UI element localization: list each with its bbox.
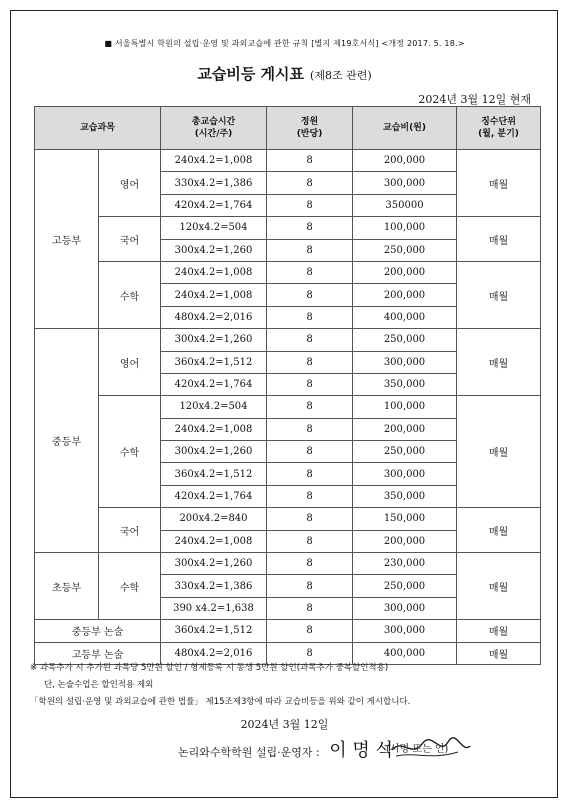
document-title xyxy=(0,63,569,84)
unit-cell: 매월 xyxy=(457,261,541,328)
group-label: 고등부 xyxy=(35,150,99,329)
capacity-cell: 8 xyxy=(267,597,353,619)
header-fee: 교습비(원) xyxy=(353,107,457,150)
subject-label: 국어 xyxy=(99,508,161,553)
capacity-cell: 8 xyxy=(267,172,353,194)
unit-cell: 매월 xyxy=(457,396,541,508)
header-unit xyxy=(457,107,541,150)
group-label: 초등부 xyxy=(35,553,99,620)
fee-cell: 300,000 xyxy=(353,351,457,373)
hours-cell: 330x4.2=1,386 xyxy=(161,172,267,194)
fee-cell: 400,000 xyxy=(353,306,457,328)
fee-cell: 200,000 xyxy=(353,530,457,552)
unit-cell: 매월 xyxy=(457,642,541,664)
fee-cell: 250,000 xyxy=(353,329,457,351)
capacity-cell: 8 xyxy=(267,553,353,575)
fee-cell: 300,000 xyxy=(353,172,457,194)
table-row xyxy=(35,329,541,351)
capacity-cell: 8 xyxy=(267,418,353,440)
subject-label: 수학 xyxy=(99,261,161,328)
hours-cell: 390 x4.2=1,638 xyxy=(161,597,267,619)
header-course: 교습과목 xyxy=(35,107,161,150)
note-discount: ※ 과목추가 시 추가된 과목당 5만원 할인 / 형제등록 시 동생 5만원 할인(과목추가 중복할인적용) xyxy=(30,663,389,673)
fee-cell: 100,000 xyxy=(353,396,457,418)
notes-block xyxy=(30,660,545,711)
fee-cell: 200,000 xyxy=(353,418,457,440)
header-capacity-line1: 정원 xyxy=(300,117,319,127)
capacity-cell: 8 xyxy=(267,508,353,530)
hours-cell: 200x4.2=840 xyxy=(161,508,267,530)
hours-cell: 360x4.2=1,512 xyxy=(161,620,267,642)
hours-cell: 360x4.2=1,512 xyxy=(161,351,267,373)
table-row xyxy=(35,150,541,172)
unit-cell: 매월 xyxy=(457,620,541,642)
handwritten-signature xyxy=(362,730,492,766)
fee-cell: 300,000 xyxy=(353,620,457,642)
fee-cell: 250,000 xyxy=(353,441,457,463)
table-row xyxy=(35,620,541,642)
capacity-cell: 8 xyxy=(267,373,353,395)
table-header-row xyxy=(35,107,541,150)
fee-cell: 100,000 xyxy=(353,217,457,239)
capacity-cell: 8 xyxy=(267,306,353,328)
capacity-cell: 8 xyxy=(267,239,353,261)
hours-cell: 420x4.2=1,764 xyxy=(161,485,267,507)
hours-cell: 300x4.2=1,260 xyxy=(161,239,267,261)
subject-label: 국어 xyxy=(99,217,161,262)
hours-cell: 240x4.2=1,008 xyxy=(161,418,267,440)
table-row xyxy=(35,261,541,283)
capacity-cell: 8 xyxy=(267,217,353,239)
capacity-cell: 8 xyxy=(267,463,353,485)
unit-cell: 매월 xyxy=(457,553,541,620)
signature-placeholder-text: (서명 또는 인) xyxy=(386,744,449,755)
capacity-cell: 8 xyxy=(267,284,353,306)
fee-cell: 250,000 xyxy=(353,575,457,597)
capacity-cell: 8 xyxy=(267,329,353,351)
header-hours-line2: (시간/주) xyxy=(194,129,233,139)
header-unit-line2: (월, 분기) xyxy=(478,129,519,139)
unit-cell: 매월 xyxy=(457,329,541,396)
fee-cell: 200,000 xyxy=(353,261,457,283)
current-date: 2024년 3월 12일 현재 xyxy=(418,93,531,106)
table-row xyxy=(35,396,541,418)
capacity-cell: 8 xyxy=(267,396,353,418)
table-row xyxy=(35,553,541,575)
capacity-cell: 8 xyxy=(267,485,353,507)
table-row xyxy=(35,508,541,530)
fee-cell: 200,000 xyxy=(353,284,457,306)
fee-cell: 230,000 xyxy=(353,553,457,575)
header-unit-line1: 징수단위 xyxy=(481,117,516,127)
signer-line xyxy=(178,736,393,762)
capacity-cell: 8 xyxy=(267,575,353,597)
table-row xyxy=(35,217,541,239)
signer-label: 논리와수학학원 설립·운영자 : xyxy=(178,746,320,759)
capacity-cell: 8 xyxy=(267,441,353,463)
title-subtitle: (제8조 관련) xyxy=(310,69,372,82)
form-header-note: ■ 서울특별시 학원의 설립·운영 및 과외교습에 관한 규칙 [별지 제19호서식] <개정 2017. 5. 18.> xyxy=(104,39,465,48)
fee-cell: 300,000 xyxy=(353,463,457,485)
hours-cell: 240x4.2=1,008 xyxy=(161,284,267,306)
note-legal-basis: 「학원의 설립·운영 및 과외교습에 관한 법률」 제15조제3항에 따라 교습비등을 위와 같이 게시합니다. xyxy=(30,697,411,707)
capacity-cell: 8 xyxy=(267,261,353,283)
hours-cell: 300x4.2=1,260 xyxy=(161,441,267,463)
hours-cell: 360x4.2=1,512 xyxy=(161,463,267,485)
signature-date: 2024년 3월 12일 xyxy=(240,718,329,731)
hours-cell: 300x4.2=1,260 xyxy=(161,553,267,575)
note-exception: 단, 논술수업은 할인적용 제외 xyxy=(44,680,154,690)
fee-cell: 400,000 xyxy=(353,642,457,664)
unit-cell: 매월 xyxy=(457,508,541,553)
hours-cell: 240x4.2=1,008 xyxy=(161,530,267,552)
hours-cell: 240x4.2=1,008 xyxy=(161,261,267,283)
capacity-cell: 8 xyxy=(267,642,353,664)
fee-table-body xyxy=(35,150,541,665)
signer-name: 이 명 석 xyxy=(329,740,393,761)
hours-cell: 120x4.2=504 xyxy=(161,396,267,418)
header-hours-line1: 총교습시간 xyxy=(191,117,236,127)
fee-cell: 350000 xyxy=(353,194,457,216)
fee-cell: 150,000 xyxy=(353,508,457,530)
hours-cell: 420x4.2=1,764 xyxy=(161,194,267,216)
capacity-cell: 8 xyxy=(267,351,353,373)
subject-label: 영어 xyxy=(99,150,161,217)
header-capacity-line2: (반당) xyxy=(296,129,323,139)
hours-cell: 420x4.2=1,764 xyxy=(161,373,267,395)
hours-cell: 240x4.2=1,008 xyxy=(161,150,267,172)
hours-cell: 330x4.2=1,386 xyxy=(161,575,267,597)
hours-cell: 300x4.2=1,260 xyxy=(161,329,267,351)
fee-table xyxy=(34,106,541,665)
unit-cell: 매월 xyxy=(457,150,541,217)
fee-cell: 250,000 xyxy=(353,239,457,261)
title-text: 교습비등 게시표 xyxy=(197,65,305,83)
essay-course-label: 중등부 논술 xyxy=(35,620,161,642)
capacity-cell: 8 xyxy=(267,620,353,642)
fee-cell: 200,000 xyxy=(353,150,457,172)
unit-cell: 매월 xyxy=(457,217,541,262)
fee-cell: 350,000 xyxy=(353,373,457,395)
capacity-cell: 8 xyxy=(267,150,353,172)
hours-cell: 120x4.2=504 xyxy=(161,217,267,239)
essay-course-label: 고등부 논술 xyxy=(35,642,161,664)
header-capacity xyxy=(267,107,353,150)
subject-label: 수학 xyxy=(99,553,161,620)
capacity-cell: 8 xyxy=(267,194,353,216)
capacity-cell: 8 xyxy=(267,530,353,552)
subject-label: 영어 xyxy=(99,329,161,396)
fee-cell: 300,000 xyxy=(353,597,457,619)
hours-cell: 480x4.2=2,016 xyxy=(161,306,267,328)
subject-label: 수학 xyxy=(99,396,161,508)
group-label: 중등부 xyxy=(35,329,99,553)
hours-cell: 480x4.2=2,016 xyxy=(161,642,267,664)
fee-cell: 350,000 xyxy=(353,485,457,507)
header-hours xyxy=(161,107,267,150)
